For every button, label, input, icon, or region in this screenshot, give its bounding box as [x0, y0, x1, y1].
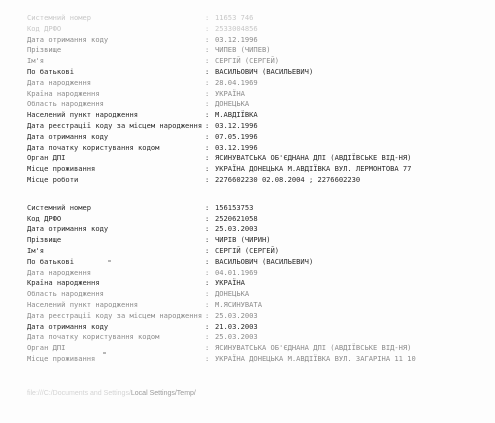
field-value: УКРАЇНА: [215, 278, 245, 288]
record-field-birth-country: [24, 278, 486, 289]
field-label: Код ДРФО: [27, 213, 62, 223]
print-footer: [27, 390, 196, 397]
field-label: Область народження: [27, 99, 104, 109]
record-second: [24, 203, 486, 365]
field-separator: :: [205, 256, 210, 266]
field-label: Ім'я: [27, 245, 45, 255]
field-separator: :: [205, 99, 210, 109]
record-field-usage-start-date: [24, 143, 486, 154]
field-label: Прізвище: [27, 45, 62, 55]
record-field-first-name: [24, 246, 486, 257]
field-label: Дата отримання коду: [27, 321, 109, 331]
record-field-first-name: [24, 56, 486, 67]
record-field-birth-region: [24, 289, 486, 300]
field-value: ДОНЕЦЬКА: [215, 99, 250, 109]
field-label: Дата отримання коду: [27, 224, 109, 234]
field-label: Область народження: [27, 289, 104, 299]
record-field-system-number: [24, 203, 486, 214]
field-label: Дата народження: [27, 77, 92, 87]
field-separator: :: [205, 110, 210, 120]
footer-file-prefix: file:///C:/Documents and Settings/: [27, 390, 131, 397]
field-label: Орган ДПІ: [27, 343, 66, 353]
record-first: [24, 13, 486, 186]
field-label: Місце роботи: [27, 174, 79, 184]
field-value: 11653 746: [215, 13, 254, 22]
record-field-birth-locality: [24, 110, 486, 121]
field-value: 21.03.2003: [215, 321, 258, 331]
field-label: Код ДРФО: [27, 23, 62, 33]
record-field-patronymic: [24, 67, 486, 78]
field-separator: :: [205, 353, 210, 363]
field-separator: :: [205, 289, 210, 299]
record-field-birth-date: [24, 78, 486, 89]
field-separator: :: [205, 332, 210, 342]
field-label: Дата отримання коду: [27, 131, 109, 141]
record-field-registration-date: [24, 121, 486, 132]
field-value: ЧИПЕВ (ЧИПЕВ): [215, 45, 271, 55]
field-label: Населений пункт народження: [27, 110, 139, 120]
record-field-receive-date: [24, 322, 486, 333]
record-field-patronymic: [24, 257, 486, 268]
field-value: 156153753: [215, 202, 254, 212]
record-field-birth-region: [24, 99, 486, 110]
field-value: 25.03.2003: [215, 310, 258, 320]
record-field-residence: [24, 164, 486, 175]
record-field-surname: [24, 45, 486, 56]
field-value: 28.04.1969: [215, 77, 258, 87]
field-value: 03.12.1996: [215, 120, 258, 130]
field-separator: :: [205, 310, 210, 320]
field-separator: :: [205, 245, 210, 255]
field-value: УКРАЇНА ДОНЕЦЬКА М.АВДІЇВКА ВУЛ. ЗАГАРІНА 11 10: [215, 353, 416, 363]
field-value: М.АВДІЇВКА: [215, 110, 258, 120]
field-label: Системний номер: [27, 202, 92, 212]
tax-record-sheet: [24, 13, 486, 365]
field-value: 03.12.1996: [215, 142, 258, 152]
field-label: Країна народження: [27, 88, 100, 98]
field-separator: :: [205, 23, 210, 33]
record-field-surname: [24, 235, 486, 246]
field-label: Дата початку користування кодом: [27, 142, 160, 152]
record-field-code-date: [24, 35, 486, 46]
record-field-tax-office: [24, 153, 486, 164]
field-value: УКРАЇНА: [215, 88, 245, 98]
field-separator: :: [205, 174, 210, 184]
field-label: Населений пункт народження: [27, 299, 139, 309]
record-gap: [24, 186, 486, 203]
field-separator: :: [205, 77, 210, 87]
field-separator: :: [205, 267, 210, 277]
record-field-code-date: [24, 224, 486, 235]
field-separator: :: [205, 13, 210, 22]
record-field-birth-locality: [24, 300, 486, 311]
field-separator: :: [205, 131, 210, 141]
field-separator: :: [205, 299, 210, 309]
field-label: Країна народження: [27, 278, 100, 288]
field-separator: :: [205, 45, 210, 55]
record-field-birth-country: [24, 89, 486, 100]
field-label: Прізвище: [27, 235, 62, 245]
field-label: По батькові: [27, 256, 74, 266]
field-separator: :: [205, 224, 210, 234]
field-separator: :: [205, 321, 210, 331]
field-value: 03.12.1996: [215, 34, 258, 44]
record-field-residence: [24, 354, 486, 365]
field-value: ЯСИНУВАТСЬКА ОБ'ЄДНАНА ДПІ (АВДІЇВСЬКЕ ВІД-НЯ): [215, 343, 412, 353]
record-field-birth-date: [24, 268, 486, 279]
record-field-drfo-code: [24, 24, 486, 35]
field-value: 07.05.1996: [215, 131, 258, 141]
field-value: М.ЯСИНУВАТА: [215, 299, 262, 309]
field-value: ВАСИЛЬОВИЧ (ВАСИЛЬЕВИЧ): [215, 256, 314, 266]
field-separator: :: [205, 153, 210, 163]
field-separator: :: [205, 202, 210, 212]
record-field-system-number: [24, 13, 486, 24]
field-label: Дата початку користування кодом: [27, 332, 160, 342]
field-label: Дата реєстрації коду за місцем народження: [27, 120, 203, 130]
field-value: 25.03.2003: [215, 224, 258, 234]
field-label: Місце проживання: [27, 164, 96, 174]
field-value: СЕРГІЙ (СЕРГЕЙ): [215, 56, 280, 66]
field-value: 04.01.1969: [215, 267, 258, 277]
field-separator: :: [205, 213, 210, 223]
field-label: Ім'я: [27, 56, 45, 66]
field-value: 2520621058: [215, 213, 258, 223]
field-value: ЧИРІВ (ЧИРИН): [215, 235, 271, 245]
field-value: 2533004856: [215, 23, 258, 33]
scan-speck: [103, 352, 106, 354]
record-field-receive-date: [24, 132, 486, 143]
field-separator: :: [205, 66, 210, 76]
field-label: По батькові: [27, 66, 74, 76]
field-value: ВАСИЛЬОВИЧ (ВАСИЛЬЕВИЧ): [215, 66, 314, 76]
record-field-drfo-code: [24, 214, 486, 225]
record-field-registration-date: [24, 311, 486, 322]
field-value: УКРАЇНА ДОНЕЦЬКА М.АВДІЇВКА ВУЛ. ЛЕРМОНТОВА 77: [215, 164, 412, 174]
field-value: 2276602230 02.08.2004 ; 2276602230: [215, 174, 361, 184]
field-label: Місце проживання: [27, 353, 96, 363]
field-label: Дата народження: [27, 267, 92, 277]
field-separator: :: [205, 343, 210, 353]
record-field-tax-office: [24, 343, 486, 354]
field-separator: :: [205, 235, 210, 245]
field-separator: :: [205, 88, 210, 98]
field-separator: :: [205, 278, 210, 288]
field-label: Орган ДПІ: [27, 153, 66, 163]
footer-file-path: Local Settings/Temp/: [130, 390, 196, 397]
field-separator: :: [205, 142, 210, 152]
field-separator: :: [205, 164, 210, 174]
record-field-workplace: [24, 175, 486, 186]
field-value: ЯСИНУВАТСЬКА ОБ'ЄДНАНА ДПІ (АВДІЇВСЬКЕ ВІД-НЯ): [215, 153, 412, 163]
field-value: ДОНЕЦЬКА: [215, 289, 250, 299]
field-value: 25.03.2003: [215, 332, 258, 342]
field-separator: :: [205, 120, 210, 130]
field-separator: :: [205, 34, 210, 44]
field-label: Дата отримання коду: [27, 34, 109, 44]
field-separator: :: [205, 56, 210, 66]
field-value: СЕРГІЙ (СЕРГЕЙ): [215, 245, 280, 255]
record-field-usage-start-date: [24, 332, 486, 343]
field-label: Дата реєстрації коду за місцем народження: [27, 310, 203, 320]
scan-speck: [108, 260, 111, 262]
field-label: Системний номер: [27, 13, 92, 22]
